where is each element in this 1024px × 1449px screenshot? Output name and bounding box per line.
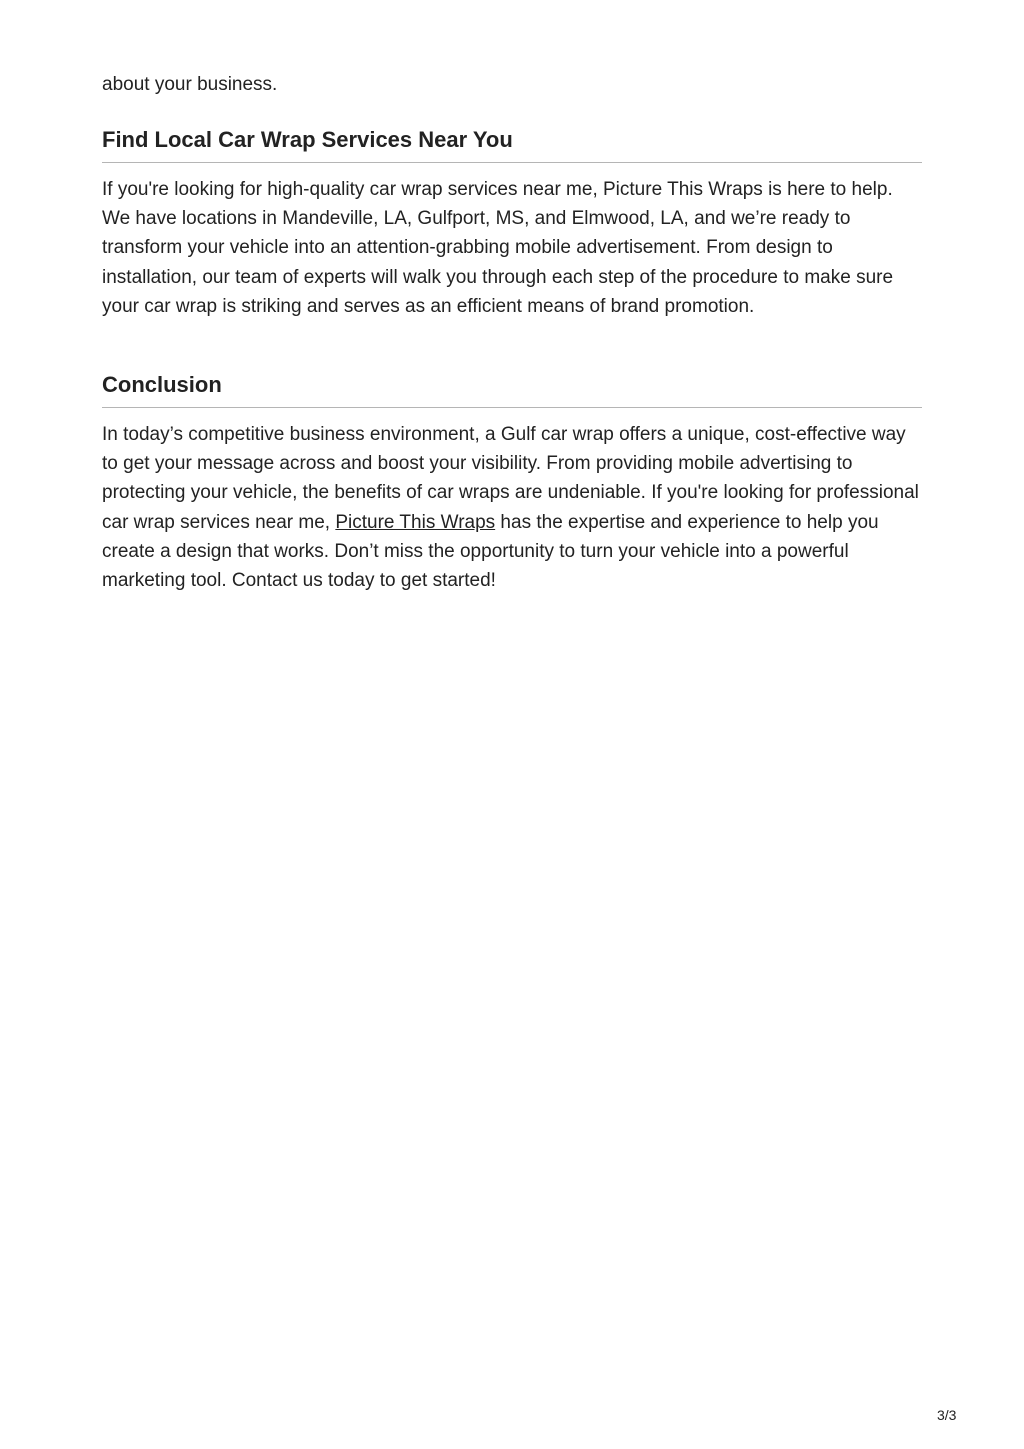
section-paragraph xyxy=(102,420,922,595)
section-paragraph: If you're looking for high-quality car wrap services near me, Picture This Wraps is here to help. We have locations in Mandeville, LA, Gulfport, MS, and Elmwood, LA, and we’re ready to transform your vehicle into an attention-grabbing mobile advertisement. From design to installation, our team of experts will walk you through each step of the procedure to make sure your car wrap is striking and serves as an efficient means of brand promotion. xyxy=(102,179,894,317)
section-heading: Find Local Car Wrap Services Near You xyxy=(102,126,922,163)
page-number: 3/3 xyxy=(937,1407,957,1423)
paragraph-text: In today’s competitive business environment, a Gulf car wrap offers a unique, cost-effective way to get your message across and boost your visibility. From providing mobile advertising to protecting your vehicle, the benefits of car wraps are undeniable. If you're looking for professional car wrap services near me, xyxy=(102,424,919,533)
picture-this-wraps-link[interactable]: Picture This Wraps xyxy=(335,511,496,533)
section-find-local-services xyxy=(102,126,922,321)
section-conclusion xyxy=(102,371,922,595)
section-heading: Conclusion xyxy=(102,371,922,408)
paragraph-text: has the expertise and experience to help you create a design that works. Don’t miss the opportunity to turn your vehicle into a powerful marketing tool. Contact us today to get started! xyxy=(102,511,879,592)
continued-text: about your business. xyxy=(102,74,278,95)
